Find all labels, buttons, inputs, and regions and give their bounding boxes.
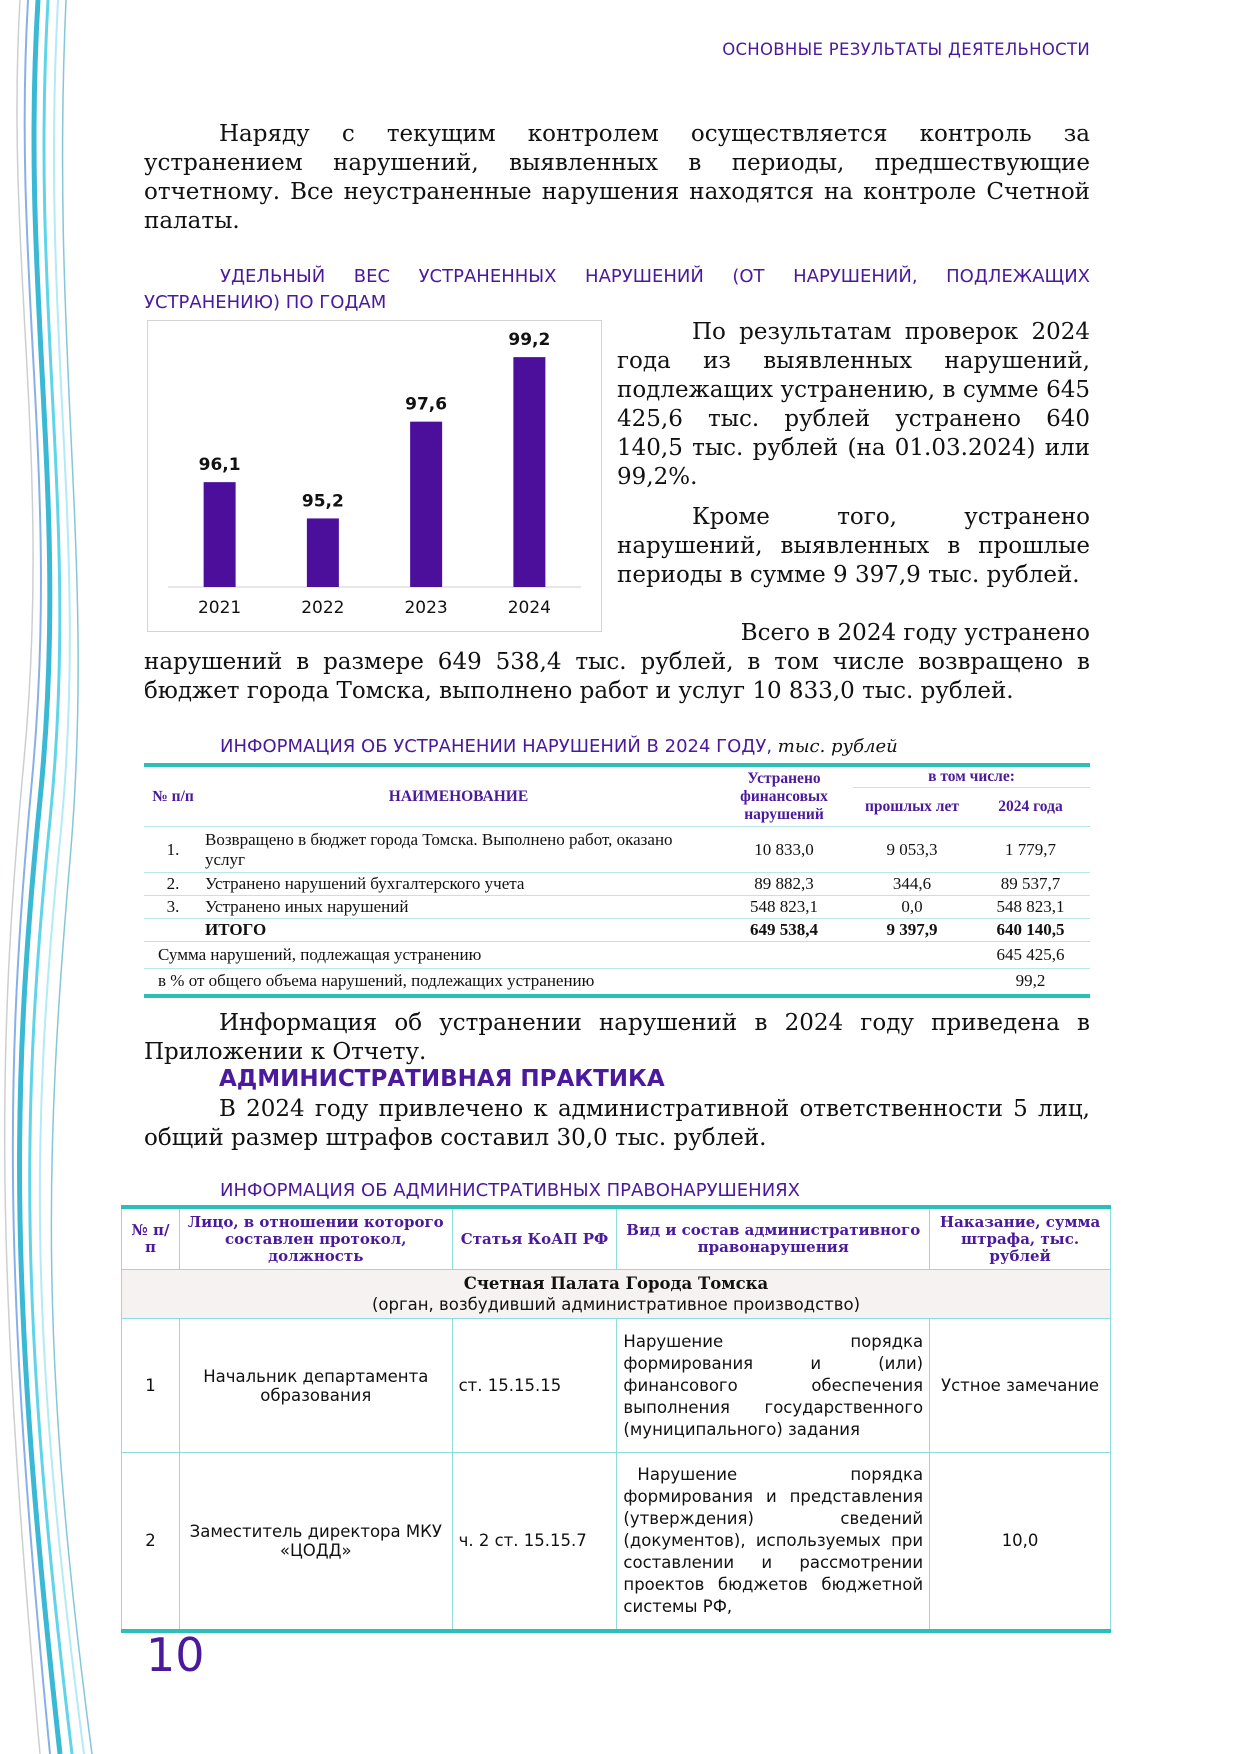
table1-caption-text: ИНФОРМАЦИЯ ОБ УСТРАНЕНИИ НАРУШЕНИЙ В 2024 ГОДУ, bbox=[220, 736, 773, 757]
row-name: Возвращено в бюджет города Томска. Выполнено работ, оказано услуг bbox=[205, 829, 673, 869]
total-past: 9 397,9 bbox=[886, 920, 938, 939]
row-year: 89 537,7 bbox=[1000, 874, 1061, 893]
admin-heading: АДМИНИСТРАТИВНАЯ ПРАКТИКА bbox=[219, 1066, 665, 1092]
sum-value: 645 425,6 bbox=[996, 945, 1065, 964]
side-paragraph-3: Всего в 2024 году устранено bbox=[740, 620, 1090, 646]
col-penalty: Наказание, сумма штрафа, тыс. рублей bbox=[930, 1207, 1111, 1270]
pct-row bbox=[144, 969, 1090, 996]
org-subtitle: (орган, возбудивший административное производство) bbox=[371, 1295, 861, 1314]
row-fixed: 10 833,0 bbox=[754, 839, 814, 859]
total-label: ИТОГО bbox=[205, 920, 267, 939]
page-number: 10 bbox=[146, 1628, 205, 1682]
side-paragraph-1: По результатам проверок 2024 года из выявленных нарушений, подлежащих устранению, в сумме 645 425,6 тыс. рублей устранено 640 140,5 тыс. рублей (на 01.03.2024) или 99,2%. bbox=[617, 319, 1090, 490]
bar-2022 bbox=[307, 518, 339, 587]
row-past: 9 053,3 bbox=[886, 839, 938, 859]
table-row bbox=[144, 873, 1090, 896]
row-kind: Нарушение порядка формирования и (или) финансового обеспечения выполнения государственного (муниципального) задания bbox=[617, 1319, 930, 1453]
sum-row bbox=[144, 942, 1090, 969]
table1-caption bbox=[220, 736, 1100, 757]
tick-label-2024: 2024 bbox=[507, 598, 552, 618]
data-label-2021: 96,1 bbox=[198, 455, 241, 476]
tick-label-2022: 2022 bbox=[301, 598, 345, 618]
col-num: № п/п bbox=[122, 1207, 180, 1270]
row-year: 548 823,1 bbox=[996, 897, 1065, 916]
row-past: 0,0 bbox=[901, 897, 923, 916]
chart-frame bbox=[147, 320, 602, 632]
bar-2024 bbox=[513, 357, 545, 587]
col-fixed: Устранено финансовых нарушений bbox=[740, 769, 828, 823]
row-num: 3. bbox=[166, 897, 180, 916]
chart-caption: УДЕЛЬНЫЙ ВЕС УСТРАНЕННЫХ НАРУШЕНИЙ (ОТ НАРУШЕНИЙ, ПОДЛЕЖАЩИХ УСТРАНЕНИЮ) ПО ГОДАМ bbox=[144, 266, 1090, 313]
data-label-2022: 95,2 bbox=[301, 491, 344, 512]
data-label-2024: 99,2 bbox=[508, 330, 551, 351]
total-row bbox=[144, 919, 1090, 942]
row-article: ч. 2 ст. 15.15.7 bbox=[452, 1453, 617, 1631]
org-cell bbox=[122, 1270, 1111, 1319]
row-num: 2. bbox=[166, 874, 180, 893]
col-person: Лицо, в отношении которого составлен протокол, должность bbox=[179, 1207, 452, 1270]
row-num: 1 bbox=[122, 1319, 180, 1453]
row-person: Начальник департамента образования bbox=[179, 1319, 452, 1453]
row-year: 1 779,7 bbox=[1005, 839, 1056, 859]
col-num: № п/п bbox=[152, 787, 194, 805]
total-fixed: 649 538,4 bbox=[750, 920, 818, 939]
decorative-swirl bbox=[0, 0, 110, 1754]
col-past: прошлых лет bbox=[865, 798, 959, 815]
row-penalty: 10,0 bbox=[930, 1453, 1111, 1631]
tick-label-2023: 2023 bbox=[404, 598, 448, 618]
bar-2023 bbox=[410, 422, 442, 587]
row-article: ст. 15.15.15 bbox=[452, 1319, 617, 1453]
table2-caption: ИНФОРМАЦИЯ ОБ АДМИНИСТРАТИВНЫХ ПРАВОНАРУШЕНИЯХ bbox=[220, 1180, 800, 1201]
row-past: 344,6 bbox=[892, 874, 932, 893]
row-kind: Нарушение порядка формирования и представления (утверждения) сведений (документов), используемых при составлении и рассмотрении проектов бюджетов бюджетной системы РФ, bbox=[617, 1453, 930, 1631]
intro-paragraph: Наряду с текущим контролем осуществляется контроль за устранением нарушений, выявленных в периоды, предшествующие отчетному. Все неустраненные нарушения находятся на контроле Счетной палаты. bbox=[144, 121, 1090, 234]
row-fixed: 548 823,1 bbox=[750, 897, 818, 916]
col-kind: Вид и состав административного правонарушения bbox=[617, 1207, 930, 1270]
side-paragraph-2: Кроме того, устранено нарушений, выявленных в прошлые периоды в сумме 9 397,9 тыс. рублей. bbox=[617, 504, 1090, 588]
table-row bbox=[122, 1453, 1111, 1631]
admin-paragraph: В 2024 году привлечено к административной ответственности 5 лиц, общий размер штрафов составил 30,0 тыс. рублей. bbox=[144, 1096, 1090, 1151]
table-row bbox=[144, 896, 1090, 919]
pct-label: в % от общего объема нарушений, подлежащих устранению bbox=[158, 971, 595, 991]
bar-chart bbox=[148, 321, 601, 631]
appendix-paragraph: Информация об устранении нарушений в 2024 году приведена в Приложении к Отчету. bbox=[144, 1010, 1090, 1065]
col-article: Статья КоАП РФ bbox=[452, 1207, 617, 1270]
table1-caption-unit: тыс. рублей bbox=[777, 736, 898, 757]
table-row bbox=[122, 1319, 1111, 1453]
row-fixed: 89 882,3 bbox=[754, 874, 814, 893]
bar-2021 bbox=[204, 482, 236, 587]
col-year: 2024 года bbox=[998, 798, 1063, 815]
summary-paragraph: нарушений в размере 649 538,4 тыс. рублей, в том числе возвращено в бюджет города Томска, выполнено работ и услуг 10 833,0 тыс. рублей. bbox=[144, 649, 1090, 704]
row-penalty: Устное замечание bbox=[930, 1319, 1111, 1453]
row-name: Устранено нарушений бухгалтерского учета bbox=[205, 874, 525, 893]
row-num: 1. bbox=[166, 839, 180, 859]
sum-label: Сумма нарушений, подлежащая устранению bbox=[158, 945, 482, 964]
table-row bbox=[144, 827, 1090, 873]
section-header: ОСНОВНЫЕ РЕЗУЛЬТАТЫ ДЕЯТЕЛЬНОСТИ bbox=[722, 40, 1090, 59]
col-incl: в том числе: bbox=[853, 765, 1090, 788]
org-title: Счетная Палата Города Томска bbox=[463, 1274, 769, 1293]
pct-value: 99,2 bbox=[1015, 971, 1046, 991]
row-num: 2 bbox=[122, 1453, 180, 1631]
tick-label-2021: 2021 bbox=[197, 598, 242, 618]
violations-table bbox=[144, 763, 1090, 998]
col-name: НАИМЕНОВАНИЕ bbox=[388, 787, 529, 805]
row-person: Заместитель директора МКУ «ЦОДД» bbox=[179, 1453, 452, 1631]
data-label-2023: 97,6 bbox=[405, 394, 448, 415]
total-year: 640 140,5 bbox=[996, 920, 1065, 939]
row-name: Устранено иных нарушений bbox=[205, 897, 409, 916]
admin-offenses-table bbox=[121, 1205, 1111, 1633]
